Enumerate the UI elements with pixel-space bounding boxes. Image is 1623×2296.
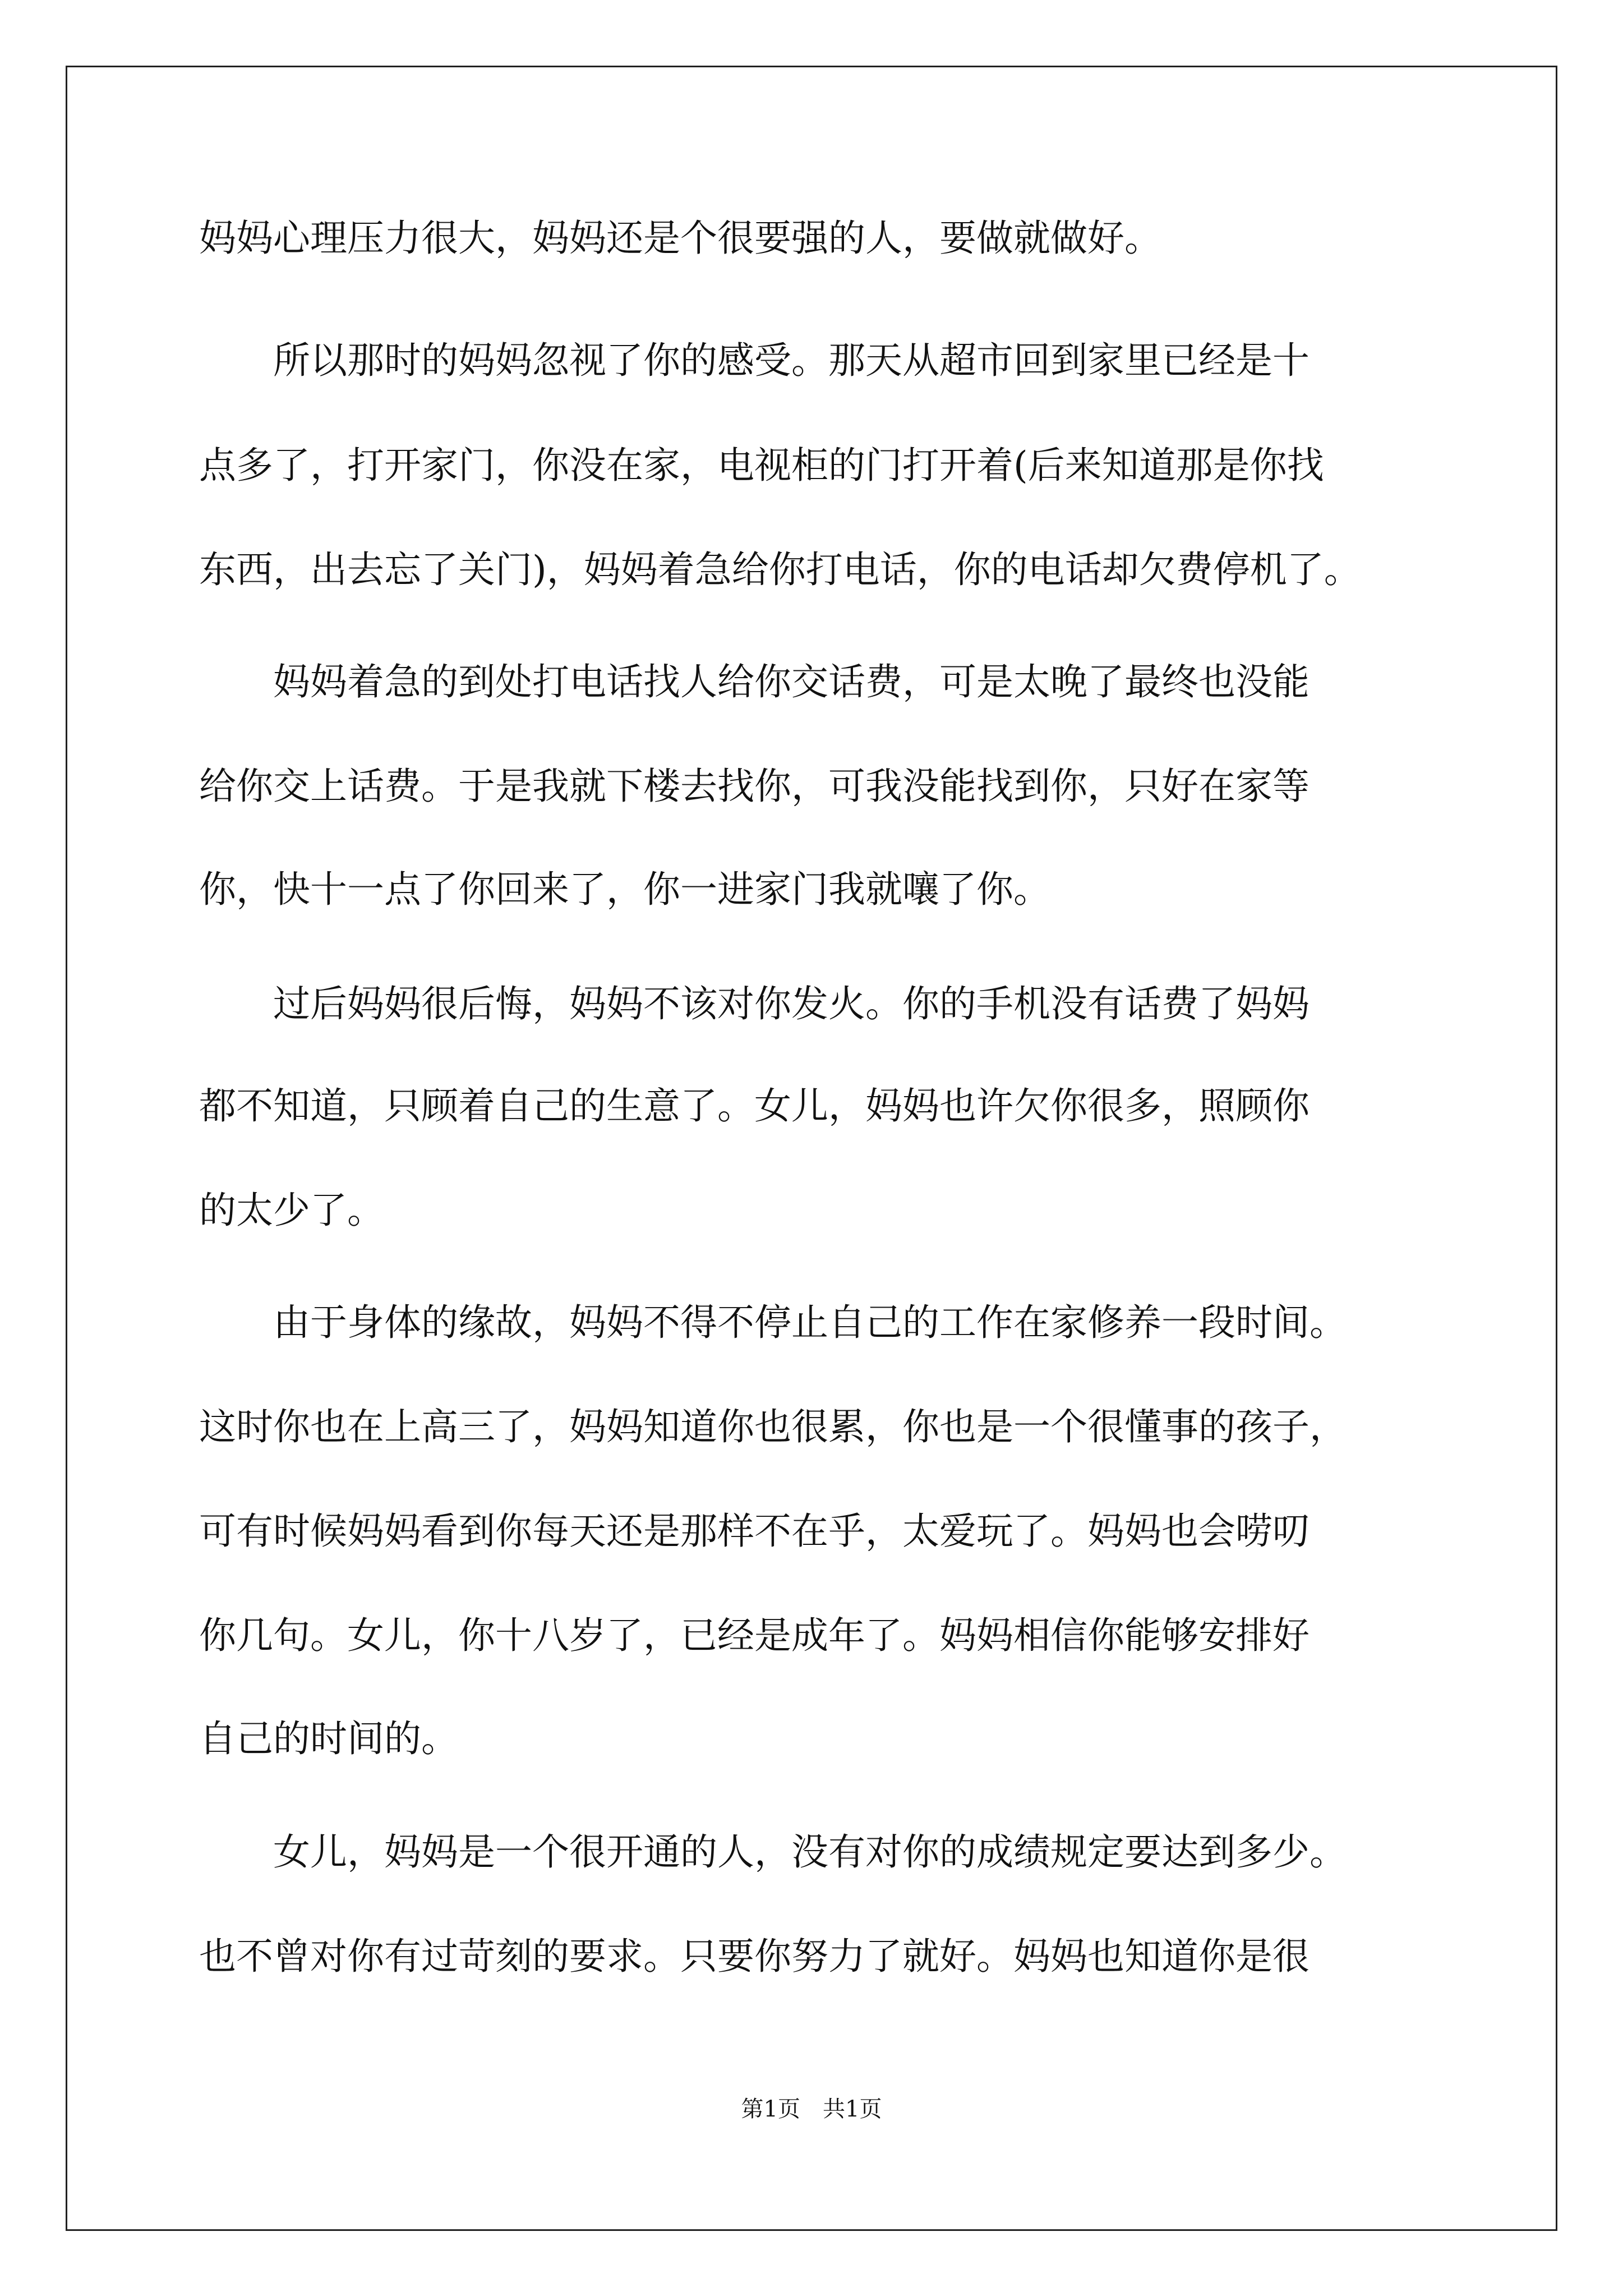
- text-line: 所以那时的妈妈忽视了你的感受。那天从超市回到家里已经是十: [199, 339, 1310, 382]
- page-number: 第1页: [741, 2096, 800, 2122]
- text-line: 东西，出去忘了关门)，妈妈着急给你打电话，你的电话却欠费停机了。: [199, 548, 1361, 591]
- text-line: 你几句。女儿，你十八岁了，已经是成年了。妈妈相信你能够安排好: [199, 1614, 1310, 1657]
- text-line: 可有时候妈妈看到你每天还是那样不在乎，太爱玩了。妈妈也会唠叨: [199, 1510, 1310, 1553]
- text-line: 自己的时间的。: [199, 1717, 458, 1760]
- text-line: 点多了，打开家门，你没在家，电视柜的门打开着(后来知道那是你找: [199, 444, 1324, 487]
- text-line: 你，快十一点了你回来了，你一进家门我就嚷了你。: [199, 868, 1050, 911]
- text-line: 女儿，妈妈是一个很开通的人，没有对你的成绩规定要达到多少。: [199, 1830, 1347, 1874]
- text-line: 由于身体的缘故，妈妈不得不停止自己的工作在家修养一段时间。: [199, 1301, 1347, 1344]
- text-line: 过后妈妈很后悔，妈妈不该对你发火。你的手机没有话费了妈妈: [199, 982, 1310, 1025]
- text-line: 这时你也在上高三了，妈妈知道你也很累，你也是一个很懂事的孩子，: [199, 1405, 1347, 1448]
- text-line: 也不曾对你有过苛刻的要求。只要你努力了就好。妈妈也知道你是很: [199, 1935, 1310, 1978]
- text-line: 给你交上话费。于是我就下楼去找你，可我没能找到你，只好在家等: [199, 765, 1310, 808]
- text-line: 妈妈心理压力很大，妈妈还是个很要强的人，要做就做好。: [199, 217, 1161, 260]
- page-total: 共1页: [823, 2096, 882, 2122]
- text-line: 都不知道，只顾着自己的生意了。女儿，妈妈也许欠你很多，照顾你: [199, 1084, 1310, 1128]
- page-border: [66, 66, 1557, 2231]
- text-line: 妈妈着急的到处打电话找人给你交话费，可是太晚了最终也没能: [199, 660, 1310, 703]
- text-line: 的太少了。: [199, 1189, 384, 1232]
- page-footer: [0, 2095, 1623, 2123]
